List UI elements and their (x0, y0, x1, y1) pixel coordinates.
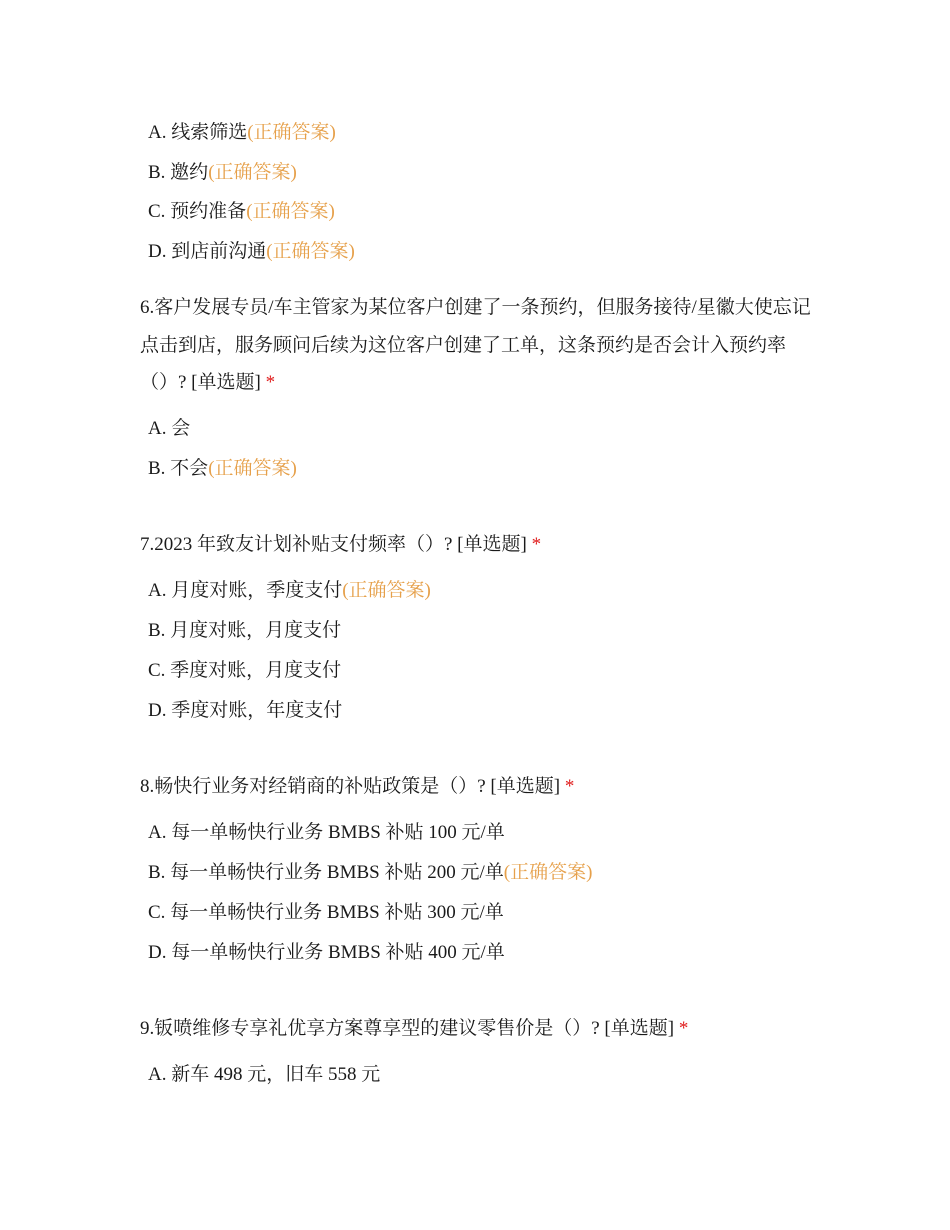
q7-option-a: A. 月度对账，季度支付(正确答案) (148, 580, 431, 601)
q7-option-b: B. 月度对账，月度支付 (148, 620, 342, 641)
required-mark: * (531, 534, 542, 555)
q5-option-a: A. 线索筛选(正确答案) (148, 122, 336, 143)
q5-option-c: C. 预约准备(正确答案) (148, 201, 335, 222)
q8-text: 8.畅快行业务对经销商的补贴政策是（）? [单选题] * (140, 776, 575, 797)
correct-answer-mark: (正确答案) (208, 458, 297, 479)
q8-option-c: C. 每一单畅快行业务 BMBS 补贴 300 元/单 (148, 902, 504, 923)
q5-option-d: D. 到店前沟通(正确答案) (148, 241, 355, 262)
correct-answer-mark: (正确答案) (247, 122, 336, 143)
q6-option-a: A. 会 (148, 418, 191, 439)
q9-text: 9.钣喷维修专享礼优享方案尊享型的建议零售价是（）? [单选题] * (140, 1018, 689, 1039)
q7-option-c: C. 季度对账，月度支付 (148, 660, 342, 681)
q7-option-d: D. 季度对账，年度支付 (148, 700, 343, 721)
q6-text-line-2: 点击到店，服务顾问后续为这位客户创建了工单，这条预约是否会计入预约率 (140, 335, 787, 356)
q6-text-line-3: （）? [单选题] * (140, 372, 276, 393)
required-mark: * (265, 372, 276, 393)
required-mark: * (678, 1018, 689, 1039)
correct-answer-mark: (正确答案) (503, 862, 593, 883)
required-mark: * (564, 776, 575, 797)
q9-option-a: A. 新车 498 元，旧车 558 元 (148, 1064, 381, 1085)
q6-text-line-1: 6.客户发展专员/车主管家为某位客户创建了一条预约，但服务接待/星徽大使忘记 (140, 297, 811, 318)
q6-option-b: B. 不会(正确答案) (148, 458, 297, 479)
q8-option-d: D. 每一单畅快行业务 BMBS 补贴 400 元/单 (148, 942, 505, 963)
q7-text: 7.2023 年致友计划补贴支付频率（）? [单选题] * (140, 534, 542, 555)
correct-answer-mark: (正确答案) (266, 241, 355, 262)
q8-option-b: B. 每一单畅快行业务 BMBS 补贴 200 元/单(正确答案) (148, 862, 593, 883)
q8-option-a: A. 每一单畅快行业务 BMBS 补贴 100 元/单 (148, 822, 505, 843)
q5-option-b: B. 邀约(正确答案) (148, 162, 297, 183)
correct-answer-mark: (正确答案) (246, 201, 335, 222)
correct-answer-mark: (正确答案) (208, 162, 297, 183)
correct-answer-mark: (正确答案) (342, 580, 431, 601)
